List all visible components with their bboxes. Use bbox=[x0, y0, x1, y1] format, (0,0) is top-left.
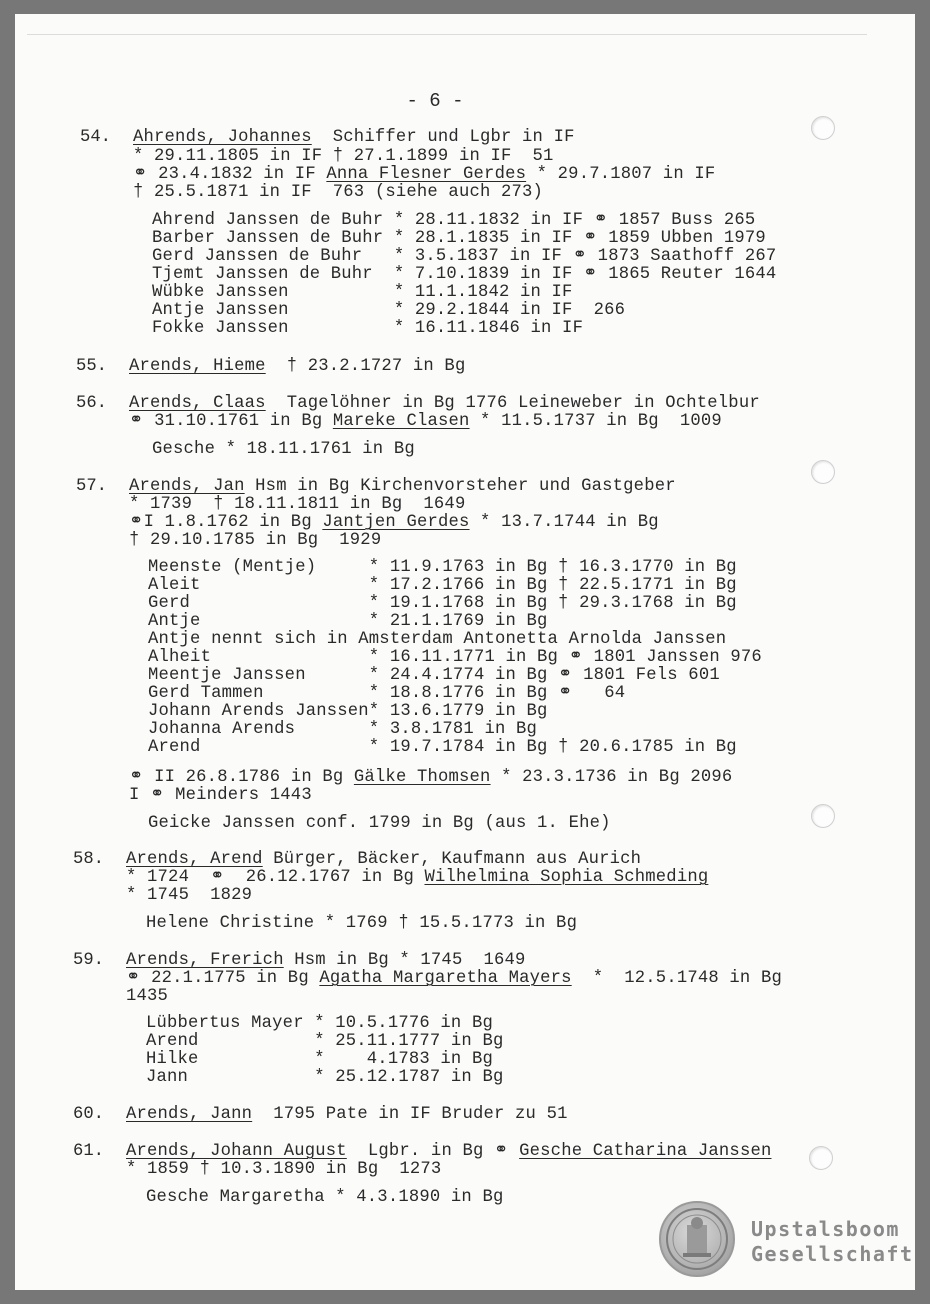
text-line bbox=[148, 684, 625, 703]
line-text: Fokke Janssen * 16.11.1846 in IF bbox=[152, 319, 584, 338]
text-line bbox=[129, 495, 465, 514]
line-text: Gesche * 18.11.1761 in Bg bbox=[152, 440, 415, 459]
entry-number: 61. bbox=[73, 1142, 104, 1161]
line-text: Gerd Tammen * 18.8.1776 in Bg ⚭ 64 bbox=[148, 684, 626, 703]
underlined-name: Arends, Hieme bbox=[129, 357, 266, 376]
line-text: ⚭ 22.1.1775 in Bg bbox=[126, 969, 320, 988]
line-text: Gerd Janssen de Buhr * 3.5.1837 in IF ⚭ 1873 Saathoff 267 bbox=[152, 247, 777, 266]
entry-number: 54. bbox=[80, 128, 111, 147]
line-text: * 12.5.1748 in Bg bbox=[571, 969, 782, 988]
line-text: * 1745 1829 bbox=[126, 886, 253, 905]
line-text: Hsm in Bg * 1745 1649 bbox=[283, 951, 526, 970]
line-text: I ⚭ Meinders 1443 bbox=[129, 786, 312, 805]
line-text: ⚭ II 26.8.1786 in Bg bbox=[129, 768, 354, 787]
entry-number: 56. bbox=[76, 394, 107, 413]
logo-text-line2: Gesellschaft bbox=[751, 1242, 914, 1266]
text-line bbox=[129, 531, 381, 550]
text-line bbox=[126, 1142, 771, 1161]
text-line bbox=[126, 987, 168, 1006]
line-text: Aleit * 17.2.1766 in Bg † 22.5.1771 in Bg bbox=[148, 576, 737, 595]
text-line bbox=[133, 165, 715, 184]
line-text: Hsm in Bg Kirchenvorsteher und Gastgeber bbox=[244, 477, 676, 496]
line-text: Gesche Margaretha * 4.3.1890 in Bg bbox=[146, 1188, 504, 1207]
text-line bbox=[129, 477, 676, 496]
seal-emblem-icon bbox=[661, 1203, 733, 1275]
text-line bbox=[126, 850, 641, 869]
line-text: Johann Arends Janssen* 13.6.1779 in Bg bbox=[148, 702, 548, 721]
line-text: Alheit * 16.11.1771 in Bg ⚭ 1801 Janssen 976 bbox=[148, 648, 762, 667]
line-text: ⚭ 23.4.1832 in IF bbox=[133, 165, 327, 184]
text-line bbox=[126, 886, 252, 905]
underlined-name: Arends, Arend bbox=[126, 850, 263, 869]
punch-hole-icon bbox=[811, 804, 835, 828]
text-line bbox=[148, 612, 548, 631]
text-line bbox=[146, 1032, 503, 1051]
line-text: † 23.2.1727 in Bg bbox=[265, 357, 466, 376]
entry-number: 55. bbox=[76, 357, 107, 376]
text-line bbox=[152, 211, 755, 230]
text-line bbox=[126, 1105, 568, 1124]
text-line bbox=[148, 702, 548, 721]
line-text: Tagelöhner in Bg 1776 Leineweber in Ochtelbur bbox=[265, 394, 760, 413]
line-text: * 29.11.1805 in IF † 27.1.1899 in IF 51 bbox=[133, 147, 554, 166]
line-text: † 25.5.1871 in IF 763 (siehe auch 273) bbox=[133, 183, 544, 202]
text-line bbox=[146, 1068, 503, 1087]
text-line bbox=[148, 594, 737, 613]
punch-hole-icon bbox=[809, 1146, 833, 1170]
line-text: Johanna Arends * 3.8.1781 in Bg bbox=[148, 720, 538, 739]
text-line bbox=[129, 786, 312, 805]
line-text: Schiffer und Lgbr in IF bbox=[311, 128, 575, 147]
line-text: * 1739 † 18.11.1811 in Bg 1649 bbox=[129, 495, 466, 514]
text-line bbox=[126, 951, 526, 970]
line-text: ⚭ 31.10.1761 in Bg bbox=[129, 412, 333, 431]
underlined-name: Jantjen Gerdes bbox=[322, 513, 470, 532]
document-page bbox=[15, 14, 915, 1290]
text-line bbox=[148, 666, 720, 685]
line-text: * 11.5.1737 in Bg 1009 bbox=[469, 412, 722, 431]
text-line bbox=[146, 1188, 503, 1207]
line-text: 1435 bbox=[126, 987, 169, 1006]
entry-number: 57. bbox=[76, 477, 107, 496]
line-text: Ahrend Janssen de Buhr * 28.11.1832 in IF ⚭ 1857 Buss 265 bbox=[152, 211, 756, 230]
line-text: Barber Janssen de Buhr * 28.1.1835 in IF ⚭ 1859 Ubben 1979 bbox=[152, 229, 766, 248]
text-line bbox=[129, 412, 722, 431]
text-line bbox=[152, 319, 583, 338]
text-line bbox=[152, 301, 625, 320]
underlined-name: Gälke Thomsen bbox=[353, 768, 491, 787]
underlined-name: Arends, Frerich bbox=[126, 951, 284, 970]
text-line bbox=[148, 738, 737, 757]
line-text: Hilke * 4.1783 in Bg bbox=[146, 1050, 493, 1069]
punch-hole-icon bbox=[811, 460, 835, 484]
text-line bbox=[129, 357, 465, 376]
underlined-name: Ahrends, Johannes bbox=[133, 128, 312, 147]
text-line bbox=[129, 768, 732, 787]
underlined-name: Arends, Johann August bbox=[126, 1142, 347, 1161]
line-text: Arend * 25.11.1777 in Bg bbox=[146, 1032, 504, 1051]
line-text: * 1724 ⚭ 26.12.1767 in Bg bbox=[126, 868, 425, 887]
line-text: Jann * 25.12.1787 in Bg bbox=[146, 1068, 504, 1087]
text-line bbox=[133, 128, 575, 147]
line-text: Meentje Janssen * 24.4.1774 in Bg ⚭ 1801 Fels 601 bbox=[148, 666, 720, 685]
text-line bbox=[126, 868, 708, 887]
text-line bbox=[148, 630, 726, 649]
text-line bbox=[129, 394, 760, 413]
society-seal-icon bbox=[659, 1201, 735, 1277]
text-line bbox=[146, 914, 577, 933]
text-line bbox=[148, 648, 762, 667]
text-line bbox=[133, 147, 554, 166]
underlined-name: Anna Flesner Gerdes bbox=[326, 165, 527, 184]
line-text: * 23.3.1736 in Bg 2096 bbox=[490, 768, 733, 787]
text-line bbox=[126, 1160, 441, 1179]
line-text: Geicke Janssen conf. 1799 in Bg (aus 1. Ehe) bbox=[148, 814, 611, 833]
line-text: Antje nennt sich in Amsterdam Antonetta Arnolda Janssen bbox=[148, 630, 727, 649]
text-line bbox=[152, 265, 776, 284]
underlined-name: Wilhelmina Sophia Schmeding bbox=[424, 868, 709, 887]
line-text: Meenste (Mentje) * 11.9.1763 in Bg † 16.3.1770 in Bg bbox=[148, 558, 737, 577]
underlined-name: Gesche Catharina Janssen bbox=[519, 1142, 772, 1161]
line-text: Antje Janssen * 29.2.1844 in IF 266 bbox=[152, 301, 626, 320]
top-rule bbox=[27, 34, 867, 35]
text-line bbox=[152, 283, 573, 302]
line-text: * 1859 † 10.3.1890 in Bg 1273 bbox=[126, 1160, 442, 1179]
entry-number: 59. bbox=[73, 951, 104, 970]
underlined-name: Arends, Jan bbox=[129, 477, 245, 496]
entry-number: 60. bbox=[73, 1105, 104, 1124]
line-text: 1795 Pate in IF Bruder zu 51 bbox=[252, 1105, 568, 1124]
text-line bbox=[133, 183, 543, 202]
text-line bbox=[148, 576, 737, 595]
underlined-name: Agatha Margaretha Mayers bbox=[319, 969, 572, 988]
line-text: Tjemt Janssen de Buhr * 7.10.1839 in IF ⚭ 1865 Reuter 1644 bbox=[152, 265, 777, 284]
text-line bbox=[148, 814, 611, 833]
underlined-name: Mareke Clasen bbox=[332, 412, 470, 431]
text-line bbox=[152, 440, 415, 459]
text-line bbox=[129, 513, 659, 532]
text-line bbox=[126, 969, 782, 988]
logo-text-line1: Upstalsboom bbox=[751, 1217, 900, 1241]
text-line bbox=[146, 1014, 493, 1033]
line-text: * 13.7.1744 in Bg bbox=[469, 513, 659, 532]
line-text: Helene Christine * 1769 † 15.5.1773 in Bg bbox=[146, 914, 578, 933]
entry-number: 58. bbox=[73, 850, 104, 869]
text-line bbox=[146, 1050, 493, 1069]
punch-hole-icon bbox=[811, 116, 835, 140]
line-text: Arend * 19.7.1784 in Bg † 20.6.1785 in Bg bbox=[148, 738, 737, 757]
line-text: Lgbr. in Bg ⚭ bbox=[346, 1142, 520, 1161]
line-text: Antje * 21.1.1769 in Bg bbox=[148, 612, 548, 631]
line-text: Bürger, Bäcker, Kaufmann aus Aurich bbox=[262, 850, 642, 869]
line-text: Gerd * 19.1.1768 in Bg † 29.3.1768 in Bg bbox=[148, 594, 737, 613]
text-line bbox=[148, 558, 737, 577]
underlined-name: Arends, Jann bbox=[126, 1105, 253, 1124]
text-line bbox=[152, 229, 766, 248]
line-text: ⚭I 1.8.1762 in Bg bbox=[129, 513, 323, 532]
text-line bbox=[152, 247, 776, 266]
line-text: * 29.7.1807 in IF bbox=[526, 165, 716, 184]
underlined-name: Arends, Claas bbox=[129, 394, 266, 413]
text-line bbox=[148, 720, 537, 739]
line-text: † 29.10.1785 in Bg 1929 bbox=[129, 531, 382, 550]
page-number: - 6 - bbox=[406, 90, 464, 112]
line-text: Wübke Janssen * 11.1.1842 in IF bbox=[152, 283, 573, 302]
line-text: Lübbertus Mayer * 10.5.1776 in Bg bbox=[146, 1014, 493, 1033]
